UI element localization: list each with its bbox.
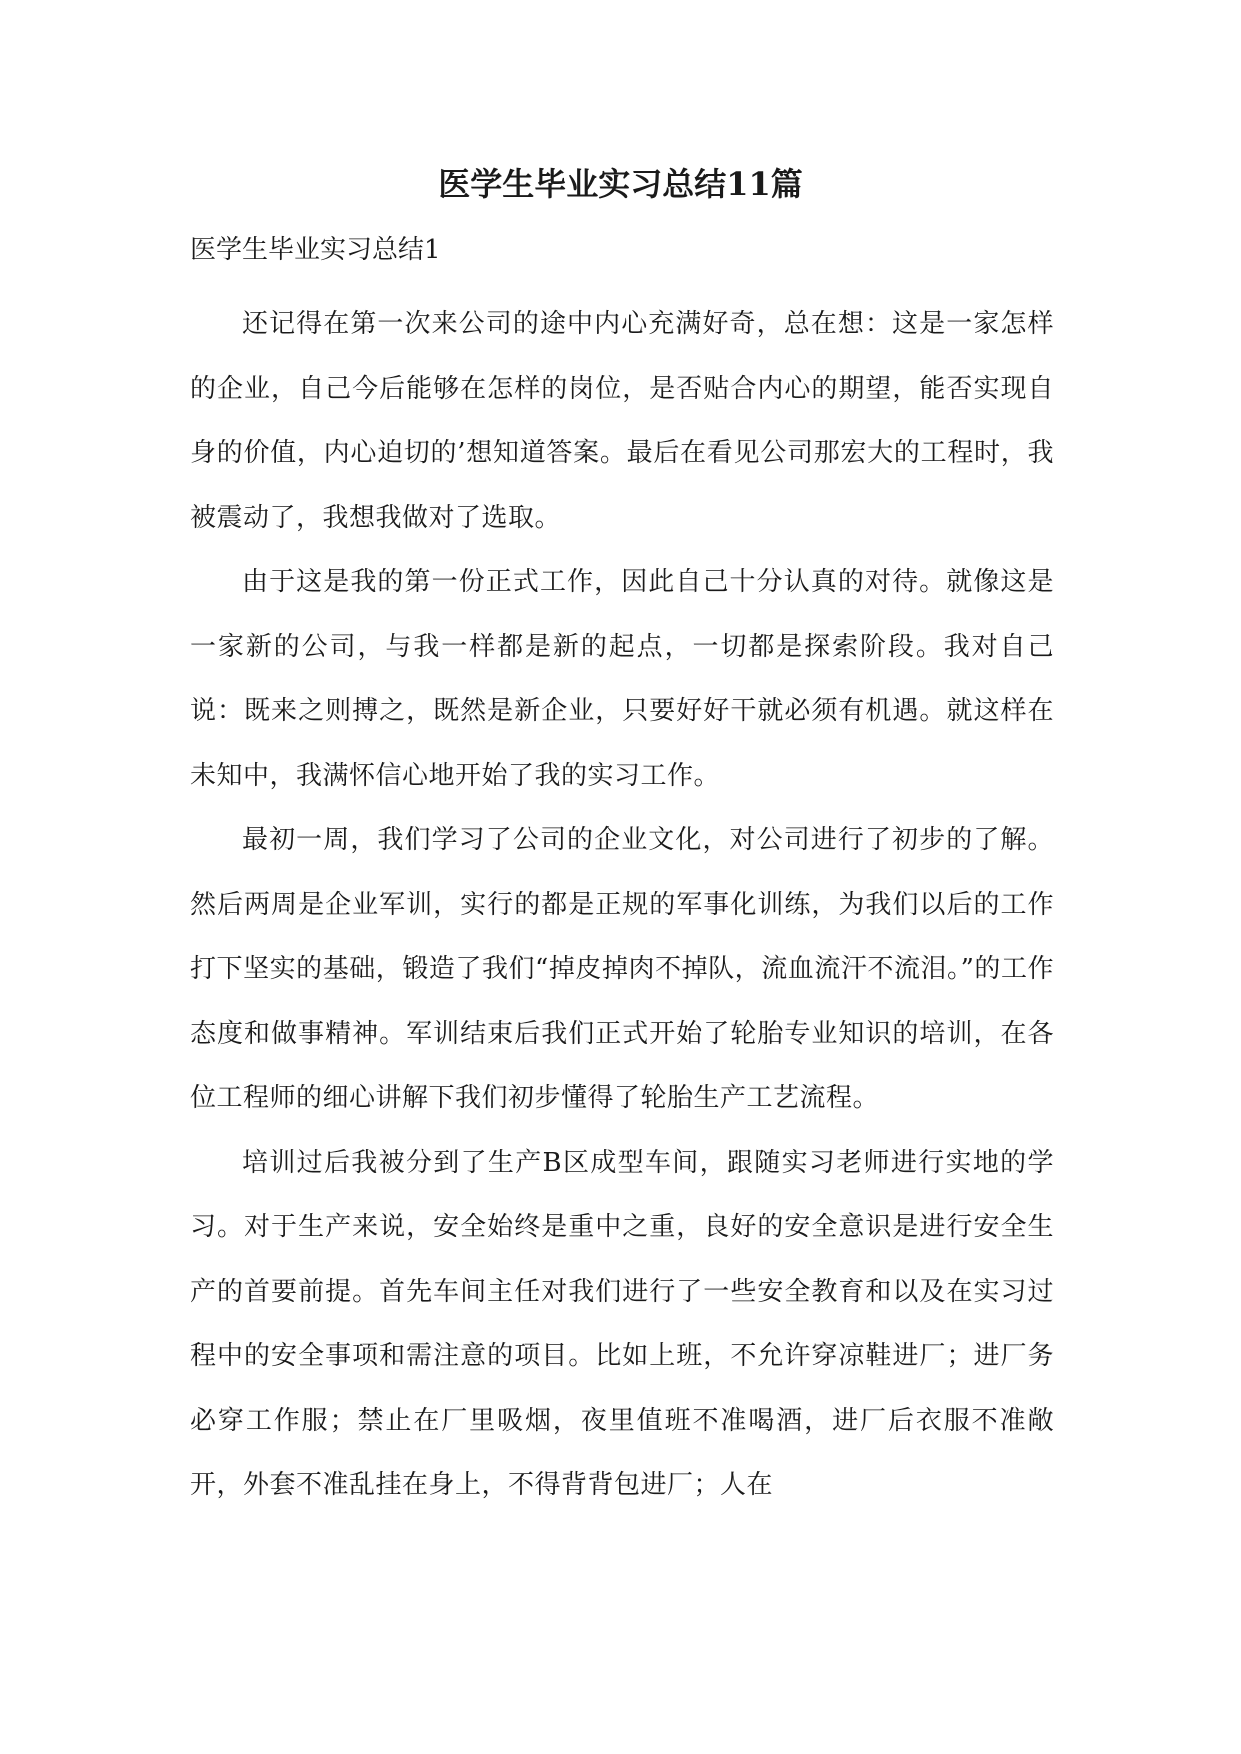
- paragraph-4: 培训过后我被分到了生产B区成型车间，跟随实习老师进行实地的学习。对于生产来说，安全始终是重中之重，良好的安全意识是进行安全生产的首要前提。首先车间主任对我们进行了一些安全教育和以及在实习过程中的安全事项和需注意的项目。比如上班，不允许穿凉鞋进厂；进厂务必穿工作服；禁止在厂里吸烟，夜里值班不准喝酒，进厂后衣服不准敞开，外套不准乱挂在身上，不得背背包进厂；人在: [190, 1147, 1054, 1500]
- document-title: 医学生毕业实习总结11篇: [438, 165, 803, 203]
- section-heading: 医学生毕业实习总结1: [190, 235, 441, 265]
- paragraph-1: 还记得在第一次来公司的途中内心充满好奇，总在想：这是一家怎样的企业，自己今后能够在怎样的岗位，是否贴合内心的期望，能否实现自身的价值，内心迫切的’想知道答案。最后在看见公司那宏大的工程时，我被震动了，我想我做对了选取。: [190, 309, 1054, 533]
- document-body: [190, 292, 1054, 1518]
- paragraph-3: 最初一周，我们学习了公司的企业文化，对公司进行了初步的了解。然后两周是企业军训，实行的都是正规的军事化训练，为我们以后的工作打下坚实的基础，锻造了我们“掉皮掉肉不掉队，流血流汗不流泪。”的工作态度和做事精神。军训结束后我们正式开始了轮胎专业知识的培训，在各位工程师的细心讲解下我们初步懂得了轮胎生产工艺流程。: [190, 825, 1054, 1113]
- paragraph-2: 由于这是我的第一份正式工作，因此自己十分认真的对待。就像这是一家新的公司，与我一样都是新的起点，一切都是探索阶段。我对自己说：既来之则搏之，既然是新企业，只要好好干就必须有机遇。就这样在未知中，我满怀信心地开始了我的实习工作。: [190, 567, 1054, 791]
